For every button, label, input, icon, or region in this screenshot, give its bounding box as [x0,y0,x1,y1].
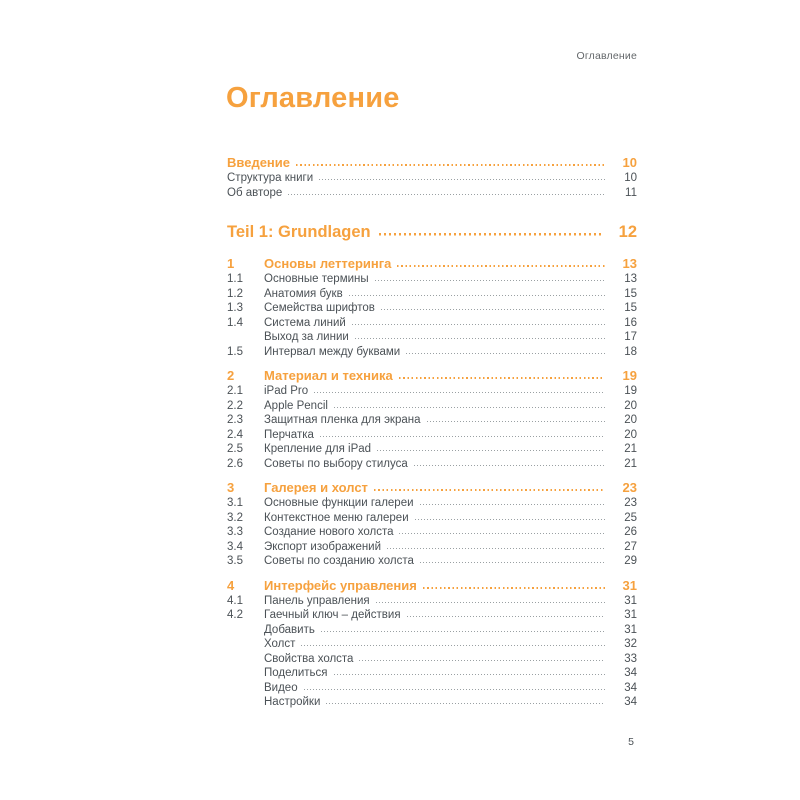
toc-entry [227,155,637,171]
toc-entry-number: 3.3 [227,526,243,538]
toc-entry-page: 17 [624,331,637,343]
dot-leader [399,375,605,380]
toc-entry-label: Основные функции галереи [264,497,414,509]
dot-leader [319,177,605,181]
toc-entry-label: Teil 1: Grundlagen [227,223,371,241]
toc-entry-page: 21 [624,457,637,470]
toc-entry-label: Семейства шрифтов [264,302,375,314]
toc-section-chapter-1 [227,256,637,359]
dot-leader [334,405,605,409]
toc-entry [227,287,637,302]
toc-section-chapter-2 [227,368,637,471]
toc-entry [227,368,637,384]
toc-entry-page: 11 [625,186,637,199]
toc-entry [227,652,637,667]
toc-entry-label: Основные термины [264,273,369,285]
dot-leader [374,487,605,492]
running-header: Оглавление [576,50,637,62]
toc-entry-number: 4 [227,577,235,593]
toc-entry-label: Экспорт изображений [264,540,382,553]
dot-leader [375,278,605,282]
toc [227,155,637,710]
toc-entry-label: Об авторе [227,186,283,199]
toc-entry-number: 3.4 [227,540,243,553]
toc-entry [227,457,637,472]
toc-entry-page: 15 [624,302,637,314]
toc-entry-number: 1.2 [227,287,243,300]
dot-leader [397,263,605,268]
toc-entry-label: Интерфейс управления [264,577,417,593]
page-number: 5 [628,736,634,748]
toc-entry [227,413,637,428]
toc-entry-label: Свойства холста [264,652,354,665]
toc-entry-number: 1 [227,256,235,271]
toc-entry-page: 31 [622,577,637,593]
dot-leader [407,614,605,618]
toc-entry-label: Материал и техника [264,368,393,383]
toc-entry-number: 2 [227,368,235,383]
toc-entry-page: 20 [624,414,637,426]
toc-entry [227,666,637,681]
toc-entry [227,316,637,331]
toc-entry-page: 16 [624,316,637,329]
dot-leader [420,502,605,506]
toc-entry [227,480,637,496]
dot-leader [314,390,605,394]
dot-leader [376,600,605,604]
toc-entry-page: 33 [624,652,637,665]
toc-entry-page: 23 [622,480,637,495]
toc-entry [227,171,637,186]
dot-leader [334,672,605,676]
toc-entry-page: 18 [624,345,637,358]
dot-leader [387,546,605,550]
toc-entry-number: 1.1 [227,273,243,285]
toc-entry-page: 10 [622,155,637,170]
dot-leader [427,419,605,423]
toc-entry [227,637,637,652]
toc-entry-number: 1.5 [227,345,243,358]
toc-entry-label: iPad Pro [264,385,309,397]
toc-entry-label: Основы леттеринга [264,256,392,271]
toc-entry-label: Поделиться [264,667,328,679]
toc-entry-label: Перчатка [264,428,314,441]
toc-entry-page: 19 [622,368,637,383]
dot-leader [420,560,605,564]
toc-entry-number: 2.4 [227,428,243,441]
toc-entry [227,578,637,594]
dot-leader [399,531,605,535]
toc-entry-label: Гаечный ключ – действия [264,609,401,621]
dot-leader [377,448,605,452]
dot-leader [355,336,605,340]
toc-entry-label: Защитная пленка для экрана [264,414,421,426]
toc-entry-label: Крепление для iPad [264,443,372,455]
toc-entry-page: 31 [624,623,637,636]
toc-entry [227,428,637,443]
toc-entry [227,272,637,287]
dot-leader [381,307,605,311]
dot-leader [423,585,605,590]
toc-entry-number: 2.6 [227,457,243,470]
toc-entry-label: Галерея и холст [264,480,368,495]
toc-entry-label: Холст [264,638,296,650]
toc-entry-number: 2.1 [227,385,243,397]
toc-entry-label: Интервал между буквами [264,345,401,358]
toc-entry-page: 20 [624,428,637,441]
toc-entry-number: 1.4 [227,316,243,329]
dot-leader [326,701,605,705]
toc-section-part-1 [227,222,637,242]
toc-entry-number: 2.5 [227,443,243,455]
toc-entry-page: 27 [624,540,637,553]
toc-entry-label: Выход за линии [264,331,349,343]
toc-section-intro [227,155,637,200]
toc-entry-number: 3.5 [227,555,243,567]
dot-leader [406,351,605,355]
toc-entry [227,540,637,555]
toc-entry [227,186,637,201]
toc-entry [227,554,637,569]
toc-entry-page: 20 [624,399,637,412]
toc-entry [227,384,637,399]
dot-leader [414,463,605,467]
toc-entry [227,681,637,696]
toc-entry-page: 34 [624,667,637,679]
toc-entry-page: 29 [624,555,637,567]
toc-entry-number: 3 [227,480,235,495]
dot-leader [296,162,605,167]
toc-entry-number: 1.3 [227,302,243,314]
toc-entry [227,399,637,414]
toc-entry-label: Apple Pencil [264,399,328,412]
dot-leader [320,434,605,438]
toc-entry-page: 13 [624,273,637,285]
toc-entry [227,695,637,710]
toc-entry-page: 31 [624,609,637,621]
toc-entry-page: 26 [624,526,637,538]
dot-leader [359,658,605,662]
page-title: Оглавление [226,82,400,114]
toc-entry [227,496,637,511]
toc-entry [227,511,637,526]
toc-entry-number: 3.2 [227,511,243,524]
toc-entry [227,525,637,540]
toc-entry-number: 4.2 [227,609,243,621]
toc-entry-label: Введение [227,155,290,170]
toc-entry-page: 23 [624,497,637,509]
toc-entry [227,301,637,316]
toc-entry-label: Настройки [264,696,321,708]
dot-leader [349,293,605,297]
toc-entry-page: 13 [622,256,637,271]
toc-section-chapter-4 [227,578,637,710]
toc-entry-label: Система линий [264,316,346,329]
toc-section-chapter-3 [227,480,637,569]
dot-leader [288,192,605,196]
toc-entry-page: 34 [624,681,637,694]
toc-entry [227,330,637,345]
toc-entry-label: Советы по выбору стилуса [264,457,408,470]
toc-entry-label: Добавить [264,623,315,636]
toc-entry-page: 12 [618,223,637,241]
toc-entry-page: 32 [624,638,637,650]
toc-entry-number: 2.3 [227,414,243,426]
toc-entry-page: 10 [624,172,637,184]
dot-leader [301,643,605,647]
toc-entry-page: 31 [624,594,637,607]
toc-entry [227,345,637,360]
toc-entry-number: 4.1 [227,594,243,607]
toc-entry-label: Советы по созданию холста [264,555,414,567]
toc-entry-page: 21 [624,443,637,455]
dot-leader [379,231,603,237]
toc-entry-number: 3.1 [227,497,243,509]
dot-leader [352,322,605,326]
toc-entry-page: 25 [624,511,637,524]
toc-entry-label: Создание нового холста [264,526,394,538]
dot-leader [321,629,605,633]
toc-entry-label: Видео [264,681,298,694]
toc-entry [227,623,637,638]
toc-entry [227,442,637,457]
toc-entry-label: Анатомия букв [264,287,343,300]
dot-leader [415,517,605,521]
dot-leader [304,687,605,691]
toc-entry-page: 15 [624,287,637,300]
toc-entry-label: Структура книги [227,172,314,184]
toc-entry-label: Контекстное меню галереи [264,511,409,524]
toc-entry [227,608,637,623]
toc-entry [227,594,637,609]
toc-entry-label: Панель управления [264,594,370,607]
toc-entry-number: 2.2 [227,399,243,412]
toc-entry [227,222,637,242]
toc-entry [227,256,637,272]
toc-entry-page: 19 [624,385,637,397]
toc-entry-page: 34 [624,696,637,708]
